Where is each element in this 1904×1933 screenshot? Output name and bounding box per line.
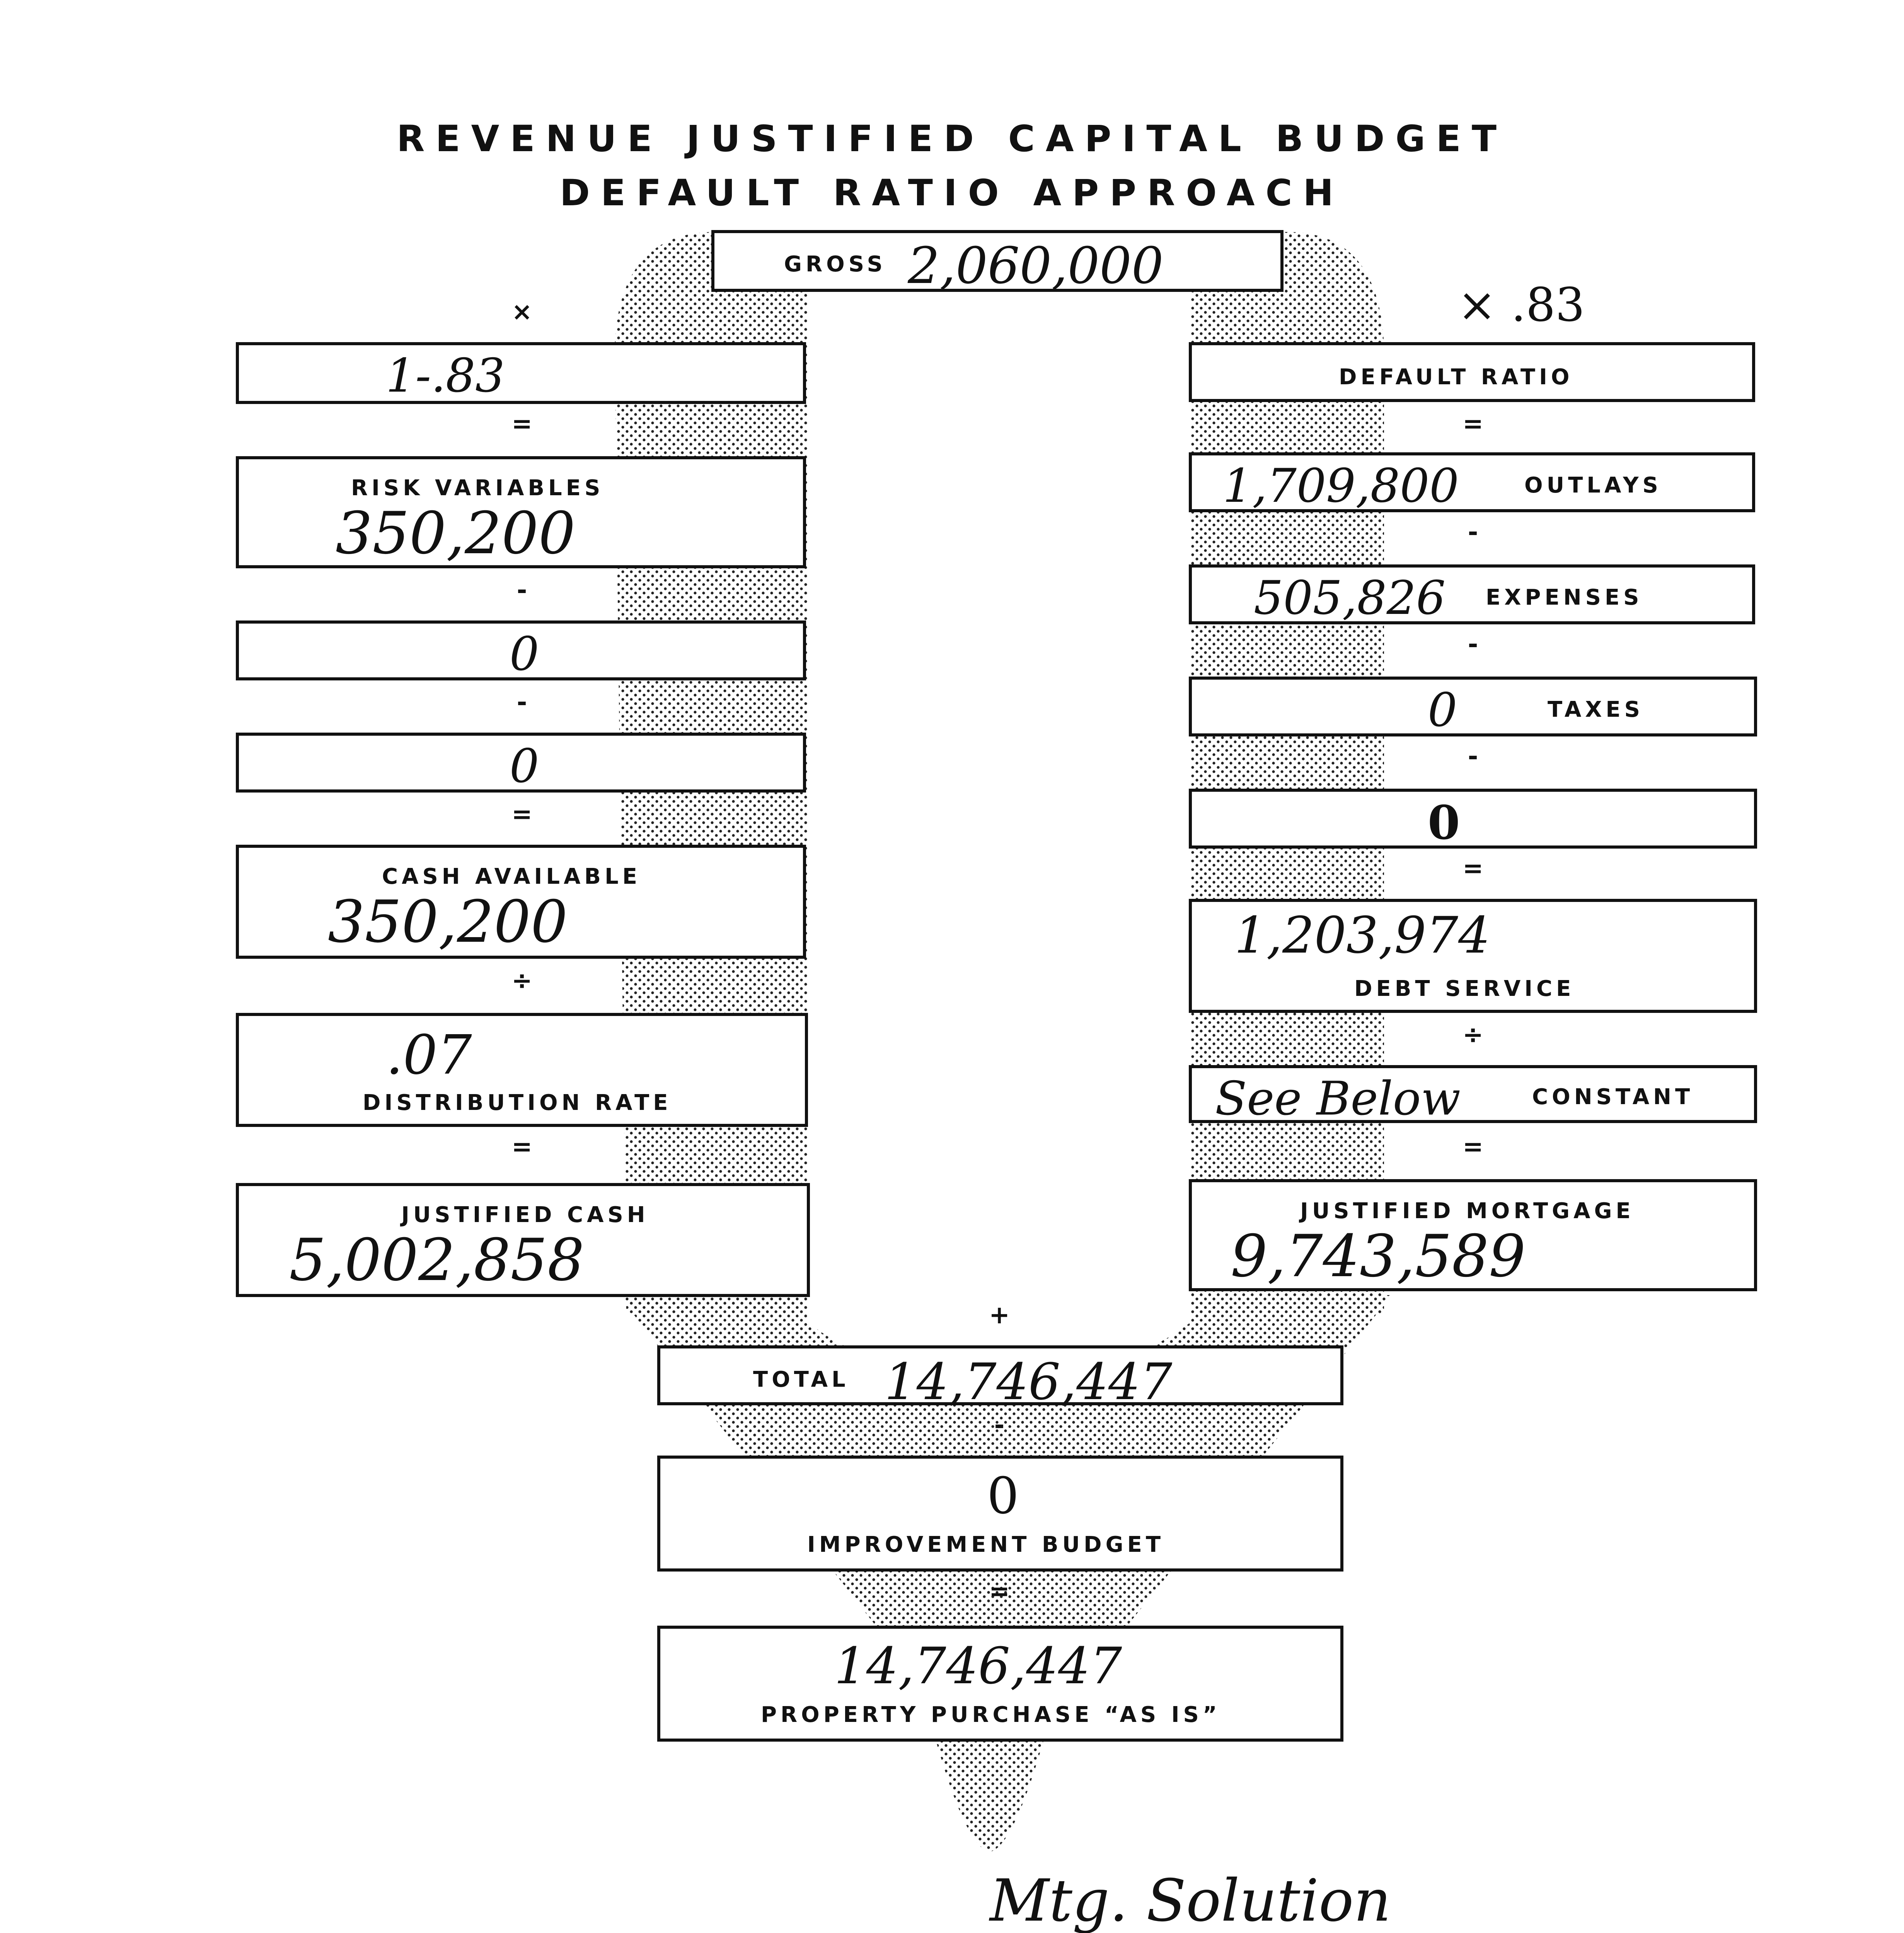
taxes-box — [1189, 677, 1757, 736]
property-purchase-label: PROPERTY PURCHASE “AS IS” — [761, 1702, 1221, 1727]
right-divide: ÷ — [1463, 1021, 1483, 1049]
left-equals-2: = — [511, 800, 532, 829]
left-equals-3: = — [511, 1133, 532, 1161]
total-label: TOTAL — [753, 1367, 849, 1392]
right-equals-3: = — [1463, 1133, 1483, 1161]
right-blank-box — [1189, 789, 1757, 849]
center-minus: - — [994, 1411, 1005, 1440]
left-divide: ÷ — [511, 966, 532, 995]
right-minus-3: - — [1468, 742, 1478, 771]
gross-box — [711, 230, 1284, 295]
page-title: REVENUE JUSTIFIED CAPITAL BUDGET — [396, 118, 1508, 160]
left-multiply-operator: × — [511, 298, 532, 326]
justified-mortgage-label: JUSTIFIED MORTGAGE — [1300, 1198, 1635, 1224]
left-minus-1: - — [516, 576, 527, 605]
right-multiply-operator: × .83 — [1457, 278, 1585, 332]
cash-available-box — [236, 845, 806, 959]
gross-value: 2,060,000 — [908, 236, 1164, 295]
taxes-label: TAXES — [1548, 697, 1644, 722]
center-plus: + — [989, 1301, 1010, 1330]
right-equals-1: = — [1463, 410, 1483, 438]
property-purchase-box — [657, 1626, 1343, 1742]
property-purchase-value: 14,746,447 — [834, 1636, 1122, 1695]
taxes-value: 0 — [1428, 684, 1457, 737]
complement-box — [236, 342, 806, 404]
risk-variables-box — [236, 456, 806, 568]
debt-service-label: DEBT SERVICE — [1354, 976, 1575, 1001]
risk-variables-label: RISK VARIABLES — [351, 476, 604, 501]
improvement-budget-value: 0 — [987, 1466, 1019, 1525]
right-equals-2: = — [1463, 854, 1483, 883]
solution-heading: Mtg. Solution — [990, 1867, 1391, 1933]
default-ratio-label: DEFAULT RATIO — [1339, 365, 1573, 390]
distribution-rate-box — [236, 1013, 808, 1127]
default-ratio-box — [1189, 342, 1755, 402]
improvement-budget-label: IMPROVEMENT BUDGET — [807, 1532, 1165, 1557]
improvement-budget-box — [657, 1456, 1343, 1572]
justified-mortgage-box — [1189, 1179, 1757, 1291]
constant-label: CONSTANT — [1532, 1084, 1694, 1110]
total-value: 14,746,447 — [885, 1352, 1173, 1411]
cash-available-value: 350,200 — [328, 888, 568, 956]
justified-cash-label: JUSTIFIED CASH — [401, 1202, 649, 1227]
left-blank-value-2: 0 — [510, 740, 539, 793]
expenses-value: 505,826 — [1254, 571, 1446, 625]
expenses-label: EXPENSES — [1486, 585, 1643, 610]
justified-cash-box — [236, 1183, 810, 1297]
outlays-box — [1189, 452, 1755, 512]
total-box — [657, 1345, 1343, 1411]
right-minus-2: - — [1468, 630, 1478, 659]
constant-value: See Below — [1215, 1072, 1461, 1126]
right-blank-value: 0 — [1428, 796, 1460, 850]
right-minus-1: - — [1468, 518, 1478, 547]
complement-value: 1-.83 — [386, 349, 505, 403]
expenses-box — [1189, 564, 1755, 624]
debt-service-box — [1189, 899, 1757, 1013]
distribution-rate-label: DISTRIBUTION RATE — [363, 1090, 672, 1115]
left-blank-value-1: 0 — [510, 627, 539, 681]
outlays-label: OUTLAYS — [1524, 473, 1662, 498]
center-equals: = — [989, 1577, 1010, 1606]
outlays-value: 1,709,800 — [1223, 459, 1459, 513]
left-blank-box-1 — [236, 620, 806, 680]
constant-box — [1189, 1065, 1757, 1126]
justified-cash-value: 5,002,858 — [289, 1227, 585, 1294]
gross-label: GROSS — [784, 252, 886, 277]
cash-available-label: CASH AVAILABLE — [382, 864, 641, 889]
left-equals-1: = — [511, 410, 532, 438]
left-blank-box-2 — [236, 733, 806, 793]
risk-variables-value: 350,200 — [336, 500, 576, 567]
left-minus-2: - — [516, 688, 527, 717]
justified-mortgage-value: 9,743,589 — [1231, 1223, 1526, 1290]
distribution-rate-value: .07 — [386, 1024, 472, 1087]
page-subtitle: DEFAULT RATIO APPROACH — [559, 172, 1345, 214]
debt-service-value: 1,203,974 — [1234, 906, 1490, 965]
